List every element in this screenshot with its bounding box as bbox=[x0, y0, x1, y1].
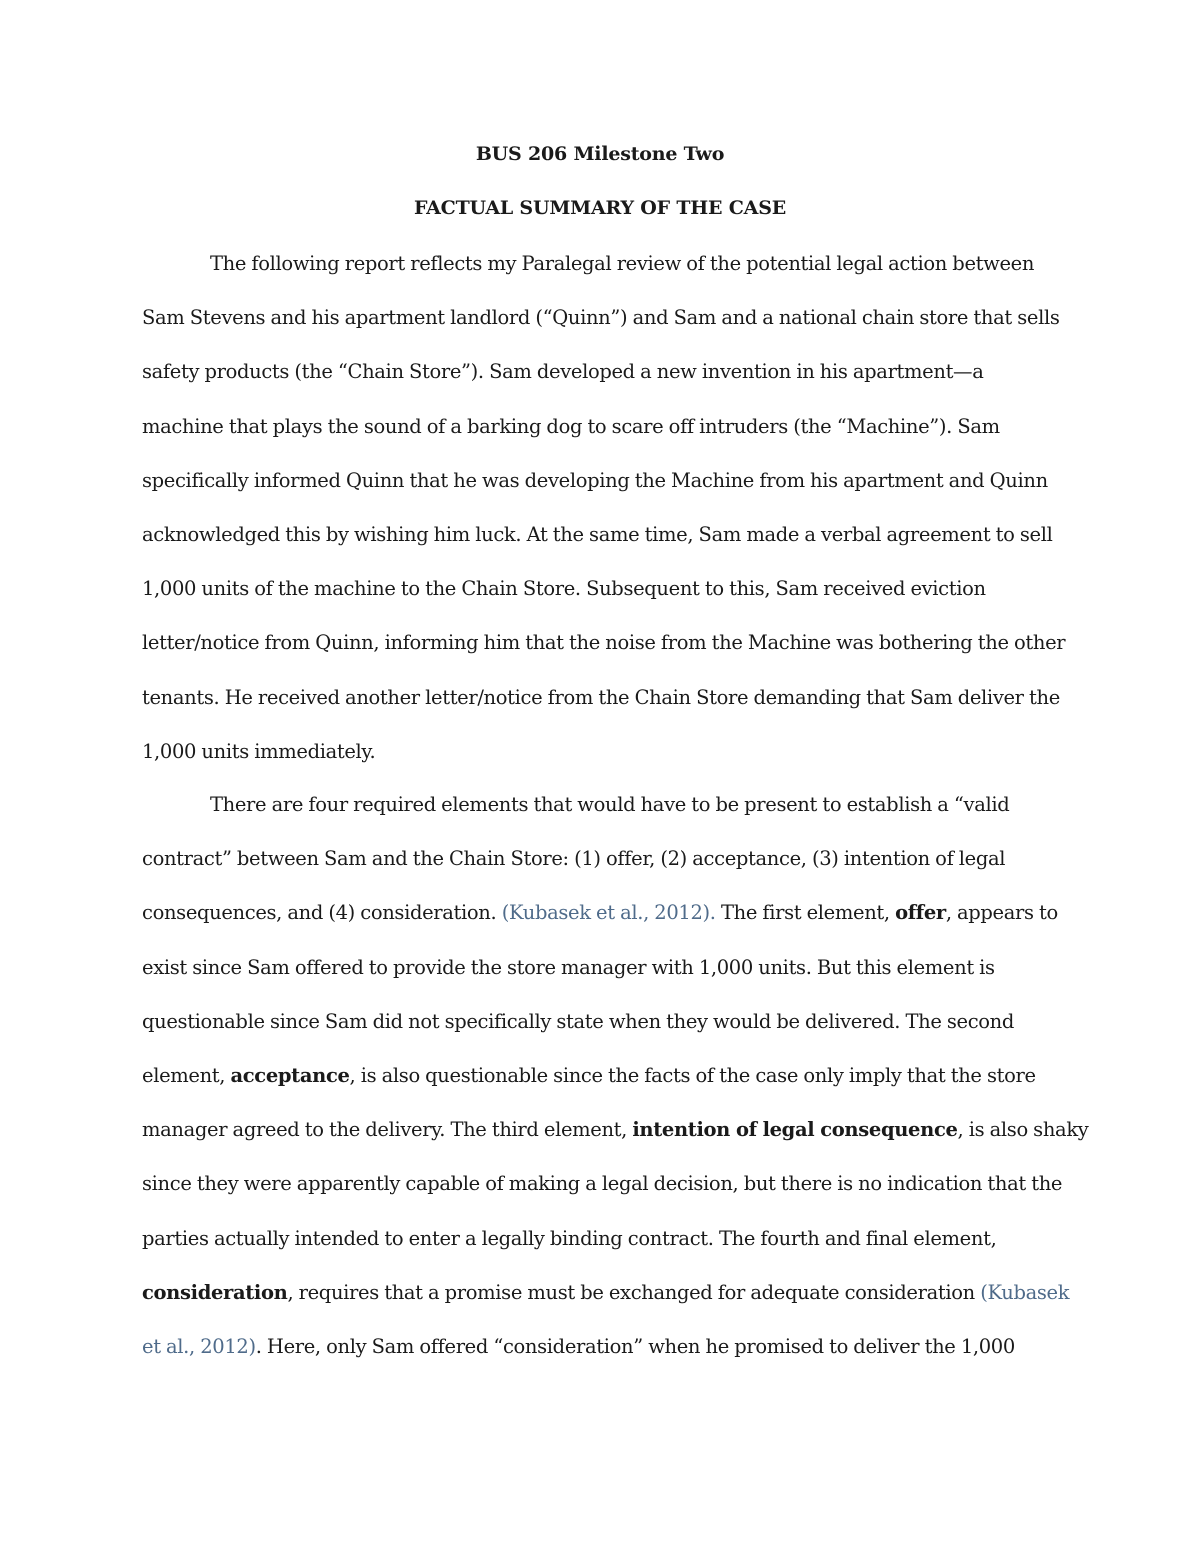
text-run: , is also shaky bbox=[957, 1118, 1089, 1142]
paragraph-line: questionable since Sam did not specifically state when they would be delivered. The second bbox=[142, 1009, 1015, 1033]
text-run: . Here, only Sam offered “consideration” when he promised to deliver the 1,000 bbox=[255, 1334, 1015, 1358]
paragraph-line: Sam Stevens and his apartment landlord (“Quinn”) and Sam and a national chain store that sells bbox=[142, 306, 1060, 330]
citation: et al., 2012) bbox=[142, 1334, 256, 1358]
paragraph-line: There are four required elements that would have to be present to establish a “valid bbox=[210, 793, 1010, 816]
paragraph-line: 1,000 units of the machine to the Chain Store. Subsequent to this, Sam received eviction bbox=[142, 577, 986, 601]
paragraph-line: machine that plays the sound of a barking dog to scare off intruders (the “Machine”). Sam bbox=[142, 414, 1000, 438]
paragraph-line bbox=[142, 1266, 1070, 1320]
paragraph-line: parties actually intended to enter a legally binding contract. The fourth and final element, bbox=[142, 1226, 997, 1250]
paragraph-factual-summary bbox=[142, 237, 1066, 779]
text-run: , appears to bbox=[945, 901, 1058, 925]
paragraph-line bbox=[142, 1103, 1089, 1157]
document-title: BUS 206 Milestone Two bbox=[475, 143, 725, 165]
section-heading: FACTUAL SUMMARY OF THE CASE bbox=[413, 197, 787, 219]
citation: (Kubasek et al., 2012). bbox=[501, 901, 716, 925]
emphasized-term: acceptance bbox=[230, 1063, 350, 1087]
paragraph-line: letter/notice from Quinn, informing him that the noise from the Machine was bothering the other bbox=[142, 631, 1066, 655]
emphasized-term: intention of legal consequence bbox=[632, 1118, 958, 1142]
paragraph-line: exist since Sam offered to provide the store manager with 1,000 units. But this element is bbox=[142, 955, 995, 979]
paragraph-line: acknowledged this by wishing him luck. At the same time, Sam made a verbal agreement to sell bbox=[142, 522, 1053, 546]
emphasized-term: consideration bbox=[142, 1280, 288, 1304]
paragraph-line: 1,000 units immediately. bbox=[142, 739, 376, 763]
paragraph-line bbox=[142, 1049, 1062, 1103]
paragraph-line: since they were apparently capable of making a legal decision, but there is no indication that the bbox=[142, 1172, 1063, 1196]
citation: (Kubasek bbox=[980, 1280, 1070, 1304]
paragraph-line: contract” between Sam and the Chain Store: (1) offer, (2) acceptance, (3) intention of legal bbox=[142, 847, 1006, 871]
text-run: element, bbox=[142, 1063, 231, 1087]
emphasized-term: offer bbox=[895, 901, 946, 925]
text-run: manager agreed to the delivery. The third element, bbox=[142, 1118, 633, 1142]
paragraph-line: tenants. He received another letter/notice from the Chain Store demanding that Sam deliver the bbox=[142, 685, 1060, 709]
paragraph-line bbox=[142, 886, 1062, 940]
paragraph-contract-elements bbox=[142, 778, 1089, 1374]
paragraph-line bbox=[142, 1320, 1062, 1374]
text-run: , is also questionable since the facts of the case only imply that the store bbox=[349, 1063, 1036, 1087]
paragraph-line: The following report reflects my Paralegal review of the potential legal action between bbox=[210, 252, 1035, 275]
paragraph-line: specifically informed Quinn that he was developing the Machine from his apartment and Quinn bbox=[142, 468, 1048, 492]
text-run: consequences, and (4) consideration. bbox=[142, 901, 502, 925]
text-run: , requires that a promise must be exchanged for adequate consideration bbox=[287, 1280, 981, 1304]
paragraph-line: safety products (the “Chain Store”). Sam developed a new invention in his apartment—a bbox=[142, 360, 984, 384]
text-run: The first element, bbox=[715, 901, 896, 925]
